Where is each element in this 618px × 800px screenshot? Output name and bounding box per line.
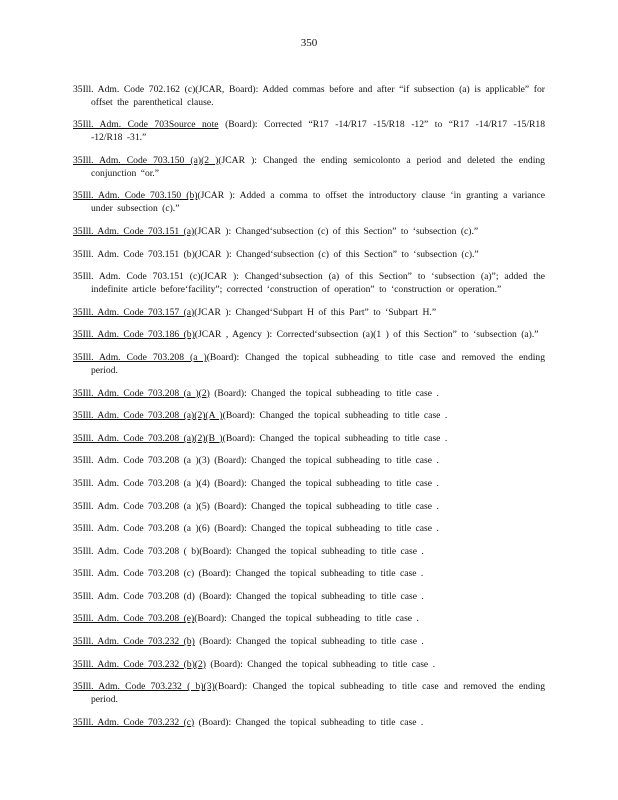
rule-citation: 35Ill. Adm. Code 703.151 (b) <box>73 248 195 260</box>
correction-text: (JCAR ): Changed the ending semicolonto a period and deleted the ending conjunction “or.” <box>91 154 545 179</box>
errata-entry <box>73 454 545 467</box>
errata-entry <box>73 409 545 422</box>
rule-citation: 35Ill. Adm. Code 703.208 (a ) <box>73 351 207 363</box>
correction-text: (JCAR ): Changed‘subsection (c) of this Section” to ‘subsection (c).” <box>194 248 479 260</box>
rule-citation: 35Ill. Adm. Code 703.232 (c) <box>73 716 195 728</box>
correction-text: (Board): Changed the topical subheading to title case . <box>222 432 448 444</box>
correction-text: (Board): Changed the topical subheading to title case . <box>194 568 424 580</box>
errata-entry <box>73 500 545 513</box>
rule-citation: 35Ill. Adm. Code 703.232 (b) <box>73 636 195 648</box>
correction-text: (JCAR ): Changed‘Subpart H of this Part” to ‘Subpart H.” <box>194 306 437 318</box>
rule-citation: 35Ill. Adm. Code 703.208 (e) <box>73 613 195 625</box>
errata-entry <box>73 477 545 490</box>
page-number: 350 <box>300 37 318 49</box>
rule-citation: 35Ill. Adm. Code 703.208 ( b) <box>73 545 200 557</box>
errata-entry <box>73 83 545 109</box>
correction-text: (Board): Changed the topical subheading to title case . <box>209 477 439 489</box>
rule-citation: 35Ill. Adm. Code 703.208 (a)(2)(A ) <box>73 410 223 422</box>
rule-citation: 35Ill. Adm. Code 703.232 (b)(2) <box>73 658 206 670</box>
errata-list <box>73 73 545 736</box>
rule-citation: 35Ill. Adm. Code 703.208 (d) <box>73 590 195 602</box>
errata-entry <box>73 328 545 341</box>
correction-text: (Board): Changed the topical subheading to title case . <box>209 455 439 467</box>
errata-entry <box>73 658 545 671</box>
errata-entry <box>73 306 545 319</box>
correction-text: (JCAR , Agency ): Corrected‘subsection (a)(1 ) of this Section” to ‘subsection (a).” <box>194 329 539 341</box>
errata-entry <box>73 432 545 445</box>
correction-text: (Board): Changed the topical subheading to title case . <box>194 590 424 602</box>
errata-entry <box>73 270 545 296</box>
correction-text: (Board): Changed the topical subheading to title case . <box>205 658 435 670</box>
errata-entry <box>73 522 545 535</box>
errata-entry <box>73 118 545 144</box>
rule-citation: 35Ill. Adm. Code 703.150 (a)(2 ) <box>73 154 219 166</box>
errata-entry <box>73 567 545 580</box>
rule-citation: 35Ill. Adm. Code 703.208 (a )(2) <box>73 387 210 399</box>
correction-text: (Board): Changed the topical subheading to title case and removed the ending period. <box>91 351 545 376</box>
correction-text: (JCAR ): Changed‘subsection (a) of this Section” to ‘subsection (a)”; added the indefinite article before‘facility”; corrected ‘construction of operation” to ‘construction or operation.” <box>91 271 545 296</box>
correction-text: (Board): Changed the topical subheading to title case . <box>199 545 424 557</box>
rule-citation: 35Ill. Adm. Code 703.157 (a) <box>73 306 195 318</box>
rule-citation: 35Ill. Adm. Code 703.208 (a)(2)(B ) <box>73 432 223 444</box>
errata-entry <box>73 716 545 729</box>
rule-citation: 35Ill. Adm. Code 702.162 (c)(JCAR, Board): <box>73 83 259 95</box>
errata-entry <box>73 635 545 648</box>
correction-text: (Board): Changed the topical subheading to title case . <box>222 410 448 422</box>
rule-citation: 35Ill. Adm. Code 703.151 (c) <box>73 271 201 283</box>
errata-entry <box>73 154 545 180</box>
correction-text: (Board): Changed the topical subheading to title case . <box>209 387 439 399</box>
rule-citation: 35Ill. Adm. Code 703Source note <box>73 119 219 131</box>
rule-citation: 35Ill. Adm. Code 703.208 (c) <box>73 568 195 580</box>
errata-entry <box>73 612 545 625</box>
correction-text: (Board): Changed the topical subheading to title case . <box>194 716 424 728</box>
errata-entry <box>73 189 545 215</box>
errata-entry <box>73 248 545 261</box>
errata-entry <box>73 680 545 706</box>
errata-entry <box>73 545 545 558</box>
correction-text: Added commas before and after “if subsection (a) is applicable” for offset the parenthetical clause. <box>91 83 545 108</box>
correction-text: (JCAR ): Added a comma to offset the introductory clause ‘in granting a variance under subsection (c).” <box>91 190 545 215</box>
rule-citation: 35Ill. Adm. Code 703.151 (a) <box>73 225 195 237</box>
rule-citation: 35Ill. Adm. Code 703.232 ( b)(3) <box>73 681 215 693</box>
errata-entry <box>73 225 545 238</box>
rule-citation: 35Ill. Adm. Code 703.208 (a )(5) <box>73 500 210 512</box>
correction-text: (Board): Changed the topical subheading to title case . <box>194 636 424 648</box>
correction-text: (Board): Changed the topical subheading to title case and removed the ending period. <box>91 681 546 706</box>
errata-entry <box>73 351 545 377</box>
rule-citation: 35Ill. Adm. Code 703.208 (a )(4) <box>73 477 210 489</box>
errata-entry <box>73 590 545 603</box>
correction-text: (Board): Changed the topical subheading to title case . <box>194 613 419 625</box>
rule-citation: 35Ill. Adm. Code 703.208 (a )(6) <box>73 523 210 535</box>
errata-entry <box>73 387 545 400</box>
correction-text: (Board): Corrected “R17 -14/R17 -15/R18 -12” to “R17 -14/R17 -15/R18 -12/R18 -31.” <box>91 119 546 144</box>
correction-text: (JCAR ): Changed‘subsection (c) of this Section” to ‘subsection (c).” <box>194 225 479 237</box>
rule-citation: 35Ill. Adm. Code 703.150 (b) <box>73 190 198 202</box>
rule-citation: 35Ill. Adm. Code 703.186 (b) <box>73 329 195 341</box>
correction-text: (Board): Changed the topical subheading to title case . <box>209 523 439 535</box>
correction-text: (Board): Changed the topical subheading to title case . <box>209 500 439 512</box>
rule-citation: 35Ill. Adm. Code 703.208 (a )(3) <box>73 455 210 467</box>
